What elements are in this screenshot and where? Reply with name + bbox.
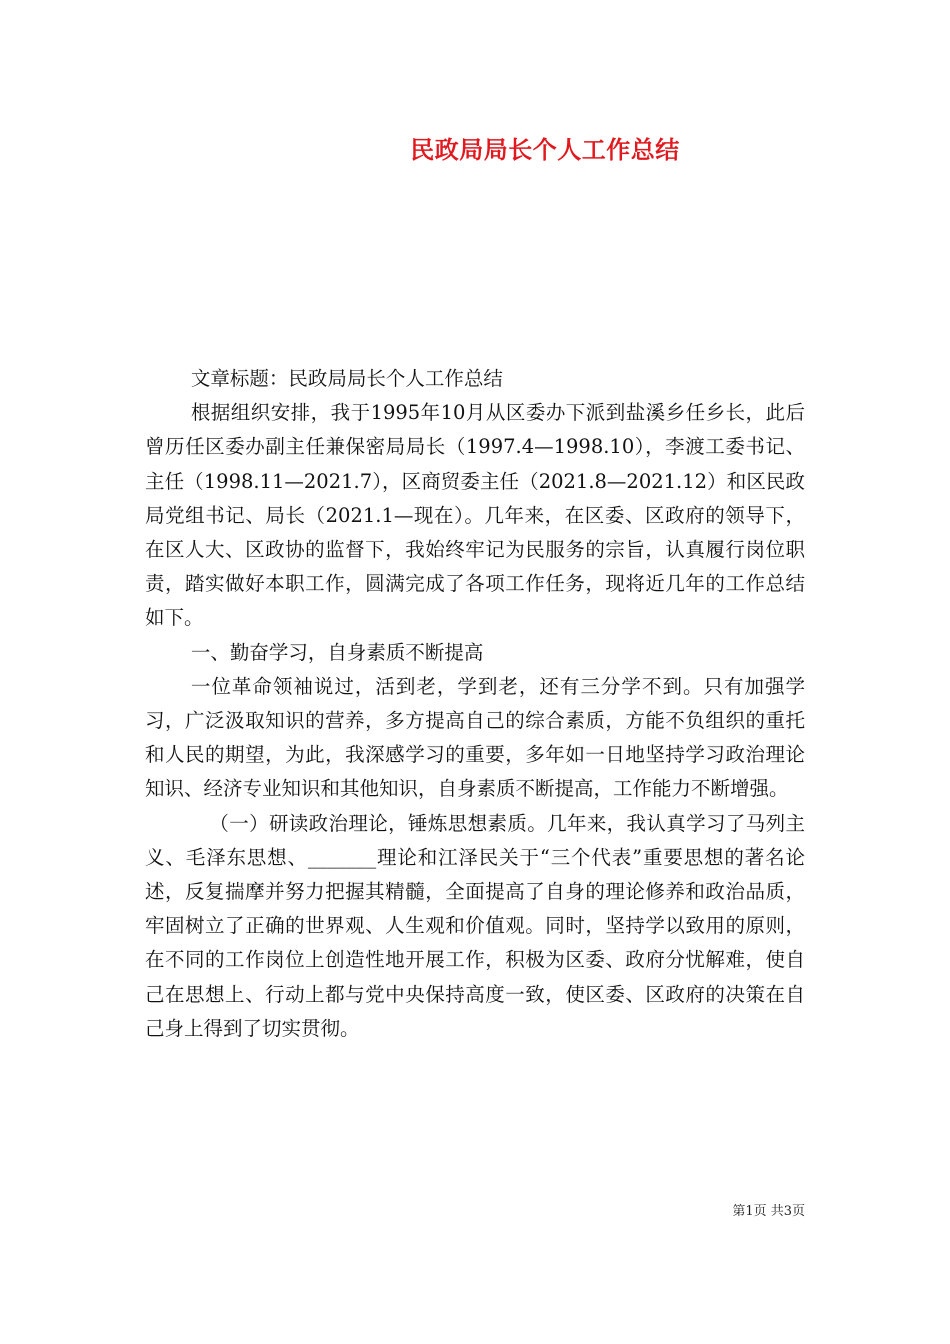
page-number: 第1页 共3页 bbox=[732, 1204, 805, 1219]
document-body bbox=[145, 362, 805, 1046]
section-paragraph: 一位革命领袖说过，活到老，学到老，还有三分学不到。只有加强学习，广泛汲取知识的营养，多方提高自己的综合素质，方能不负组织的重托和人民的期望，为此，我深感学习的重要，多年如一日地坚持学习政治理论知识、经济专业知识和其他知识，自身素质不断提高，工作能力不断增强。 bbox=[145, 674, 805, 801]
article-title-line: 文章标题：民政局局长个人工作总结 bbox=[190, 367, 503, 390]
intro-paragraph: 根据组织安排，我于1995年10月从区委办下派到盐溪乡任乡长，此后曾历任区委办副主任兼保密局局长（1997.4—1998.10），李渡工委书记、主任（1998.11—2021.7），区商贸委主任（2021.8—2021.12）和区民政局党组书记、局长（2021.1—现在）。几年来，在区委、区政府的领导下，在区人大、区政协的监督下，我始终牢记为民服务的宗旨，认真履行岗位职责，踏实做好本职工作，圆满完成了各项工作任务，现将近几年的工作总结如下。 bbox=[145, 401, 805, 630]
subsection-paragraph: （一）研读政治理论，锤炼思想素质。几年来，我认真学习了马列主义、毛泽东思想、_______理论和江泽民关于“三个代表”重要思想的著名论述，反复揣摩并努力把握其精髓，全面提高了自身的理论修养和政治品质，牢固树立了正确的世界观、人生观和价值观。同时，坚持学以致用的原则，在不同的工作岗位上创造性地开展工作，积极为区委、政府分忧解难，使自己在思想上、行动上都与党中央保持高度一致，使区委、区政府的决策在自己身上得到了切实贯彻。 bbox=[145, 811, 805, 1040]
section-heading: 一、勤奋学习，自身素质不断提高 bbox=[190, 640, 484, 664]
page-title: 民政局局长个人工作总结 bbox=[410, 135, 680, 164]
